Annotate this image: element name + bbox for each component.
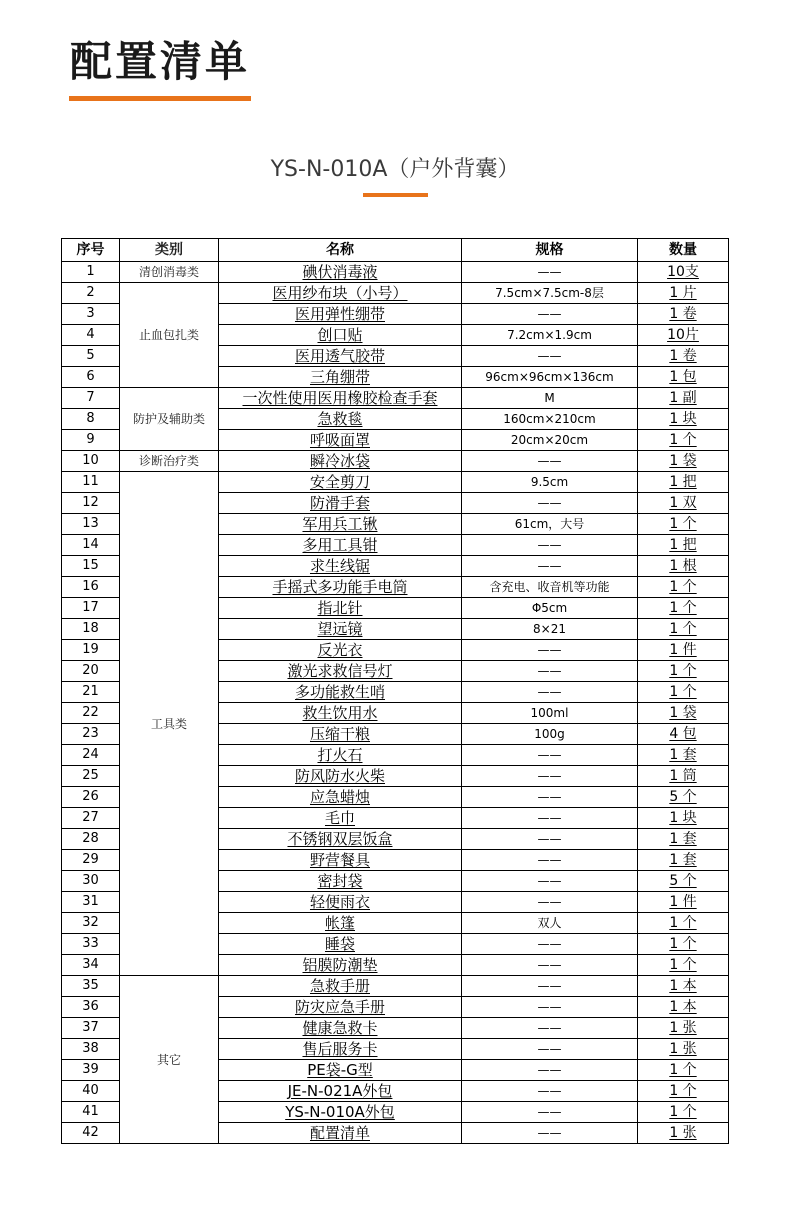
row-number: 17 bbox=[62, 598, 120, 619]
item-quantity: 1 件 bbox=[638, 892, 729, 913]
item-quantity: 1 个 bbox=[638, 661, 729, 682]
item-name: 创口贴 bbox=[219, 325, 462, 346]
item-quantity: 1 套 bbox=[638, 829, 729, 850]
item-quantity: 1 副 bbox=[638, 388, 729, 409]
item-name: 密封袋 bbox=[219, 871, 462, 892]
item-name: 防风防水火柴 bbox=[219, 766, 462, 787]
item-name: 睡袋 bbox=[219, 934, 462, 955]
row-number: 37 bbox=[62, 1018, 120, 1039]
item-quantity: 1 卷 bbox=[638, 304, 729, 325]
item-spec: —— bbox=[462, 787, 638, 808]
item-name: 安全剪刀 bbox=[219, 472, 462, 493]
item-name: 三角绷带 bbox=[219, 367, 462, 388]
table-body bbox=[62, 262, 729, 1144]
item-spec: 7.2cm×1.9cm bbox=[462, 325, 638, 346]
row-number: 25 bbox=[62, 766, 120, 787]
item-name: 望远镜 bbox=[219, 619, 462, 640]
item-name: 多用工具钳 bbox=[219, 535, 462, 556]
row-number: 2 bbox=[62, 283, 120, 304]
item-spec: —— bbox=[462, 451, 638, 472]
item-quantity: 1 张 bbox=[638, 1039, 729, 1060]
item-quantity: 1 袋 bbox=[638, 451, 729, 472]
category-cell: 其它 bbox=[120, 976, 219, 1144]
item-spec: —— bbox=[462, 535, 638, 556]
item-name: 轻便雨衣 bbox=[219, 892, 462, 913]
row-number: 16 bbox=[62, 577, 120, 598]
item-spec: 含充电、收音机等功能 bbox=[462, 577, 638, 598]
item-quantity: 1 个 bbox=[638, 1102, 729, 1123]
row-number: 29 bbox=[62, 850, 120, 871]
item-spec: 双人 bbox=[462, 913, 638, 934]
item-name: 防滑手套 bbox=[219, 493, 462, 514]
item-name: 呼吸面罩 bbox=[219, 430, 462, 451]
item-quantity: 4 包 bbox=[638, 724, 729, 745]
row-number: 22 bbox=[62, 703, 120, 724]
item-name: 军用兵工锹 bbox=[219, 514, 462, 535]
item-quantity: 1 筒 bbox=[638, 766, 729, 787]
row-number: 28 bbox=[62, 829, 120, 850]
item-spec: 8×21 bbox=[462, 619, 638, 640]
item-spec: —— bbox=[462, 976, 638, 997]
table-row bbox=[62, 262, 729, 283]
item-quantity: 1 个 bbox=[638, 514, 729, 535]
item-spec: M bbox=[462, 388, 638, 409]
row-number: 24 bbox=[62, 745, 120, 766]
item-quantity: 1 块 bbox=[638, 409, 729, 430]
item-quantity: 5 个 bbox=[638, 871, 729, 892]
item-spec: —— bbox=[462, 661, 638, 682]
item-spec: —— bbox=[462, 1039, 638, 1060]
item-name: 野营餐具 bbox=[219, 850, 462, 871]
item-name: 医用弹性绷带 bbox=[219, 304, 462, 325]
subtitle-accent-bar bbox=[363, 193, 428, 197]
row-number: 34 bbox=[62, 955, 120, 976]
table-row bbox=[62, 451, 729, 472]
table-header-row bbox=[62, 239, 729, 262]
header-name: 名称 bbox=[219, 239, 462, 262]
item-quantity: 1 块 bbox=[638, 808, 729, 829]
table-row bbox=[62, 472, 729, 493]
row-number: 15 bbox=[62, 556, 120, 577]
row-number: 10 bbox=[62, 451, 120, 472]
item-spec: —— bbox=[462, 262, 638, 283]
item-quantity: 5 个 bbox=[638, 787, 729, 808]
row-number: 6 bbox=[62, 367, 120, 388]
item-spec: —— bbox=[462, 682, 638, 703]
item-name: 打火石 bbox=[219, 745, 462, 766]
item-spec: —— bbox=[462, 808, 638, 829]
item-spec: 100g bbox=[462, 724, 638, 745]
table-row bbox=[62, 976, 729, 997]
row-number: 36 bbox=[62, 997, 120, 1018]
row-number: 39 bbox=[62, 1060, 120, 1081]
item-spec: 100ml bbox=[462, 703, 638, 724]
row-number: 30 bbox=[62, 871, 120, 892]
item-quantity: 10支 bbox=[638, 262, 729, 283]
row-number: 8 bbox=[62, 409, 120, 430]
row-number: 1 bbox=[62, 262, 120, 283]
item-spec: —— bbox=[462, 871, 638, 892]
item-quantity: 1 本 bbox=[638, 997, 729, 1018]
item-name: 反光衣 bbox=[219, 640, 462, 661]
item-name: 激光求救信号灯 bbox=[219, 661, 462, 682]
item-name: 铝膜防潮垫 bbox=[219, 955, 462, 976]
row-number: 14 bbox=[62, 535, 120, 556]
page-title: 配置清单 bbox=[70, 37, 251, 86]
item-quantity: 1 袋 bbox=[638, 703, 729, 724]
item-spec: Φ5cm bbox=[462, 598, 638, 619]
item-quantity: 1 个 bbox=[638, 934, 729, 955]
item-spec: —— bbox=[462, 304, 638, 325]
item-quantity: 1 套 bbox=[638, 745, 729, 766]
item-quantity: 1 个 bbox=[638, 577, 729, 598]
item-name: 不锈钢双层饭盒 bbox=[219, 829, 462, 850]
product-subtitle: YS-N-010A（户外背囊） bbox=[270, 157, 520, 182]
item-spec: —— bbox=[462, 1123, 638, 1144]
row-number: 13 bbox=[62, 514, 120, 535]
item-name: 医用纱布块（小号） bbox=[219, 283, 462, 304]
item-quantity: 1 片 bbox=[638, 283, 729, 304]
row-number: 21 bbox=[62, 682, 120, 703]
row-number: 12 bbox=[62, 493, 120, 514]
item-spec: 96cm×96cm×136cm bbox=[462, 367, 638, 388]
item-spec: —— bbox=[462, 1102, 638, 1123]
item-name: 防灾应急手册 bbox=[219, 997, 462, 1018]
item-name: 售后服务卡 bbox=[219, 1039, 462, 1060]
item-spec: 20cm×20cm bbox=[462, 430, 638, 451]
header-category: 类别 bbox=[120, 239, 219, 262]
item-quantity: 1 卷 bbox=[638, 346, 729, 367]
item-quantity: 1 件 bbox=[638, 640, 729, 661]
category-cell: 工具类 bbox=[120, 472, 219, 976]
item-spec: —— bbox=[462, 934, 638, 955]
item-quantity: 1 个 bbox=[638, 430, 729, 451]
item-spec: —— bbox=[462, 346, 638, 367]
row-number: 20 bbox=[62, 661, 120, 682]
item-spec: —— bbox=[462, 493, 638, 514]
item-name: 指北针 bbox=[219, 598, 462, 619]
row-number: 35 bbox=[62, 976, 120, 997]
configuration-table bbox=[61, 238, 729, 1144]
item-quantity: 1 本 bbox=[638, 976, 729, 997]
row-number: 11 bbox=[62, 472, 120, 493]
row-number: 41 bbox=[62, 1102, 120, 1123]
item-spec: —— bbox=[462, 1018, 638, 1039]
row-number: 27 bbox=[62, 808, 120, 829]
item-spec: 7.5cm×7.5cm-8层 bbox=[462, 283, 638, 304]
item-name: 碘伏消毒液 bbox=[219, 262, 462, 283]
header-spec: 规格 bbox=[462, 239, 638, 262]
item-name: 急救手册 bbox=[219, 976, 462, 997]
item-quantity: 1 把 bbox=[638, 535, 729, 556]
item-name: 救生饮用水 bbox=[219, 703, 462, 724]
item-name: 急救毯 bbox=[219, 409, 462, 430]
row-number: 40 bbox=[62, 1081, 120, 1102]
item-name: 毛巾 bbox=[219, 808, 462, 829]
item-spec: 9.5cm bbox=[462, 472, 638, 493]
row-number: 42 bbox=[62, 1123, 120, 1144]
row-number: 31 bbox=[62, 892, 120, 913]
row-number: 38 bbox=[62, 1039, 120, 1060]
table-row bbox=[62, 388, 729, 409]
item-spec: —— bbox=[462, 745, 638, 766]
header-number: 序号 bbox=[62, 239, 120, 262]
item-spec: —— bbox=[462, 997, 638, 1018]
item-spec: —— bbox=[462, 556, 638, 577]
item-quantity: 1 套 bbox=[638, 850, 729, 871]
item-quantity: 1 张 bbox=[638, 1123, 729, 1144]
item-quantity: 10片 bbox=[638, 325, 729, 346]
row-number: 18 bbox=[62, 619, 120, 640]
item-name: 应急蜡烛 bbox=[219, 787, 462, 808]
item-name: 手摇式多功能手电筒 bbox=[219, 577, 462, 598]
header-quantity: 数量 bbox=[638, 239, 729, 262]
item-spec: —— bbox=[462, 1060, 638, 1081]
row-number: 26 bbox=[62, 787, 120, 808]
item-spec: —— bbox=[462, 892, 638, 913]
row-number: 19 bbox=[62, 640, 120, 661]
item-spec: —— bbox=[462, 640, 638, 661]
item-name: 压缩干粮 bbox=[219, 724, 462, 745]
item-quantity: 1 把 bbox=[638, 472, 729, 493]
item-spec: —— bbox=[462, 955, 638, 976]
row-number: 3 bbox=[62, 304, 120, 325]
item-name: 一次性使用医用橡胶检查手套 bbox=[219, 388, 462, 409]
category-cell: 诊断治疗类 bbox=[120, 451, 219, 472]
row-number: 7 bbox=[62, 388, 120, 409]
row-number: 9 bbox=[62, 430, 120, 451]
item-spec: —— bbox=[462, 829, 638, 850]
item-spec: —— bbox=[462, 850, 638, 871]
item-quantity: 1 个 bbox=[638, 913, 729, 934]
item-quantity: 1 个 bbox=[638, 598, 729, 619]
item-name: 瞬冷冰袋 bbox=[219, 451, 462, 472]
item-quantity: 1 个 bbox=[638, 955, 729, 976]
item-name: YS-N-010A外包 bbox=[219, 1102, 462, 1123]
item-spec: 61cm，大号 bbox=[462, 514, 638, 535]
item-name: 求生线锯 bbox=[219, 556, 462, 577]
item-quantity: 1 张 bbox=[638, 1018, 729, 1039]
row-number: 32 bbox=[62, 913, 120, 934]
item-quantity: 1 包 bbox=[638, 367, 729, 388]
item-name: 多功能救生哨 bbox=[219, 682, 462, 703]
category-cell: 止血包扎类 bbox=[120, 283, 219, 388]
row-number: 4 bbox=[62, 325, 120, 346]
item-name: 医用透气胶带 bbox=[219, 346, 462, 367]
item-spec: —— bbox=[462, 1081, 638, 1102]
item-name: 健康急救卡 bbox=[219, 1018, 462, 1039]
category-cell: 清创消毒类 bbox=[120, 262, 219, 283]
item-name: JE-N-021A外包 bbox=[219, 1081, 462, 1102]
item-quantity: 1 根 bbox=[638, 556, 729, 577]
item-name: PE袋-G型 bbox=[219, 1060, 462, 1081]
item-quantity: 1 个 bbox=[638, 1060, 729, 1081]
item-spec: 160cm×210cm bbox=[462, 409, 638, 430]
row-number: 23 bbox=[62, 724, 120, 745]
item-name: 配置清单 bbox=[219, 1123, 462, 1144]
row-number: 33 bbox=[62, 934, 120, 955]
item-name: 帐篷 bbox=[219, 913, 462, 934]
title-accent-bar bbox=[69, 96, 251, 101]
category-cell: 防护及辅助类 bbox=[120, 388, 219, 451]
item-quantity: 1 双 bbox=[638, 493, 729, 514]
item-quantity: 1 个 bbox=[638, 682, 729, 703]
table-row bbox=[62, 283, 729, 304]
row-number: 5 bbox=[62, 346, 120, 367]
item-quantity: 1 个 bbox=[638, 619, 729, 640]
item-spec: —— bbox=[462, 766, 638, 787]
item-quantity: 1 个 bbox=[638, 1081, 729, 1102]
